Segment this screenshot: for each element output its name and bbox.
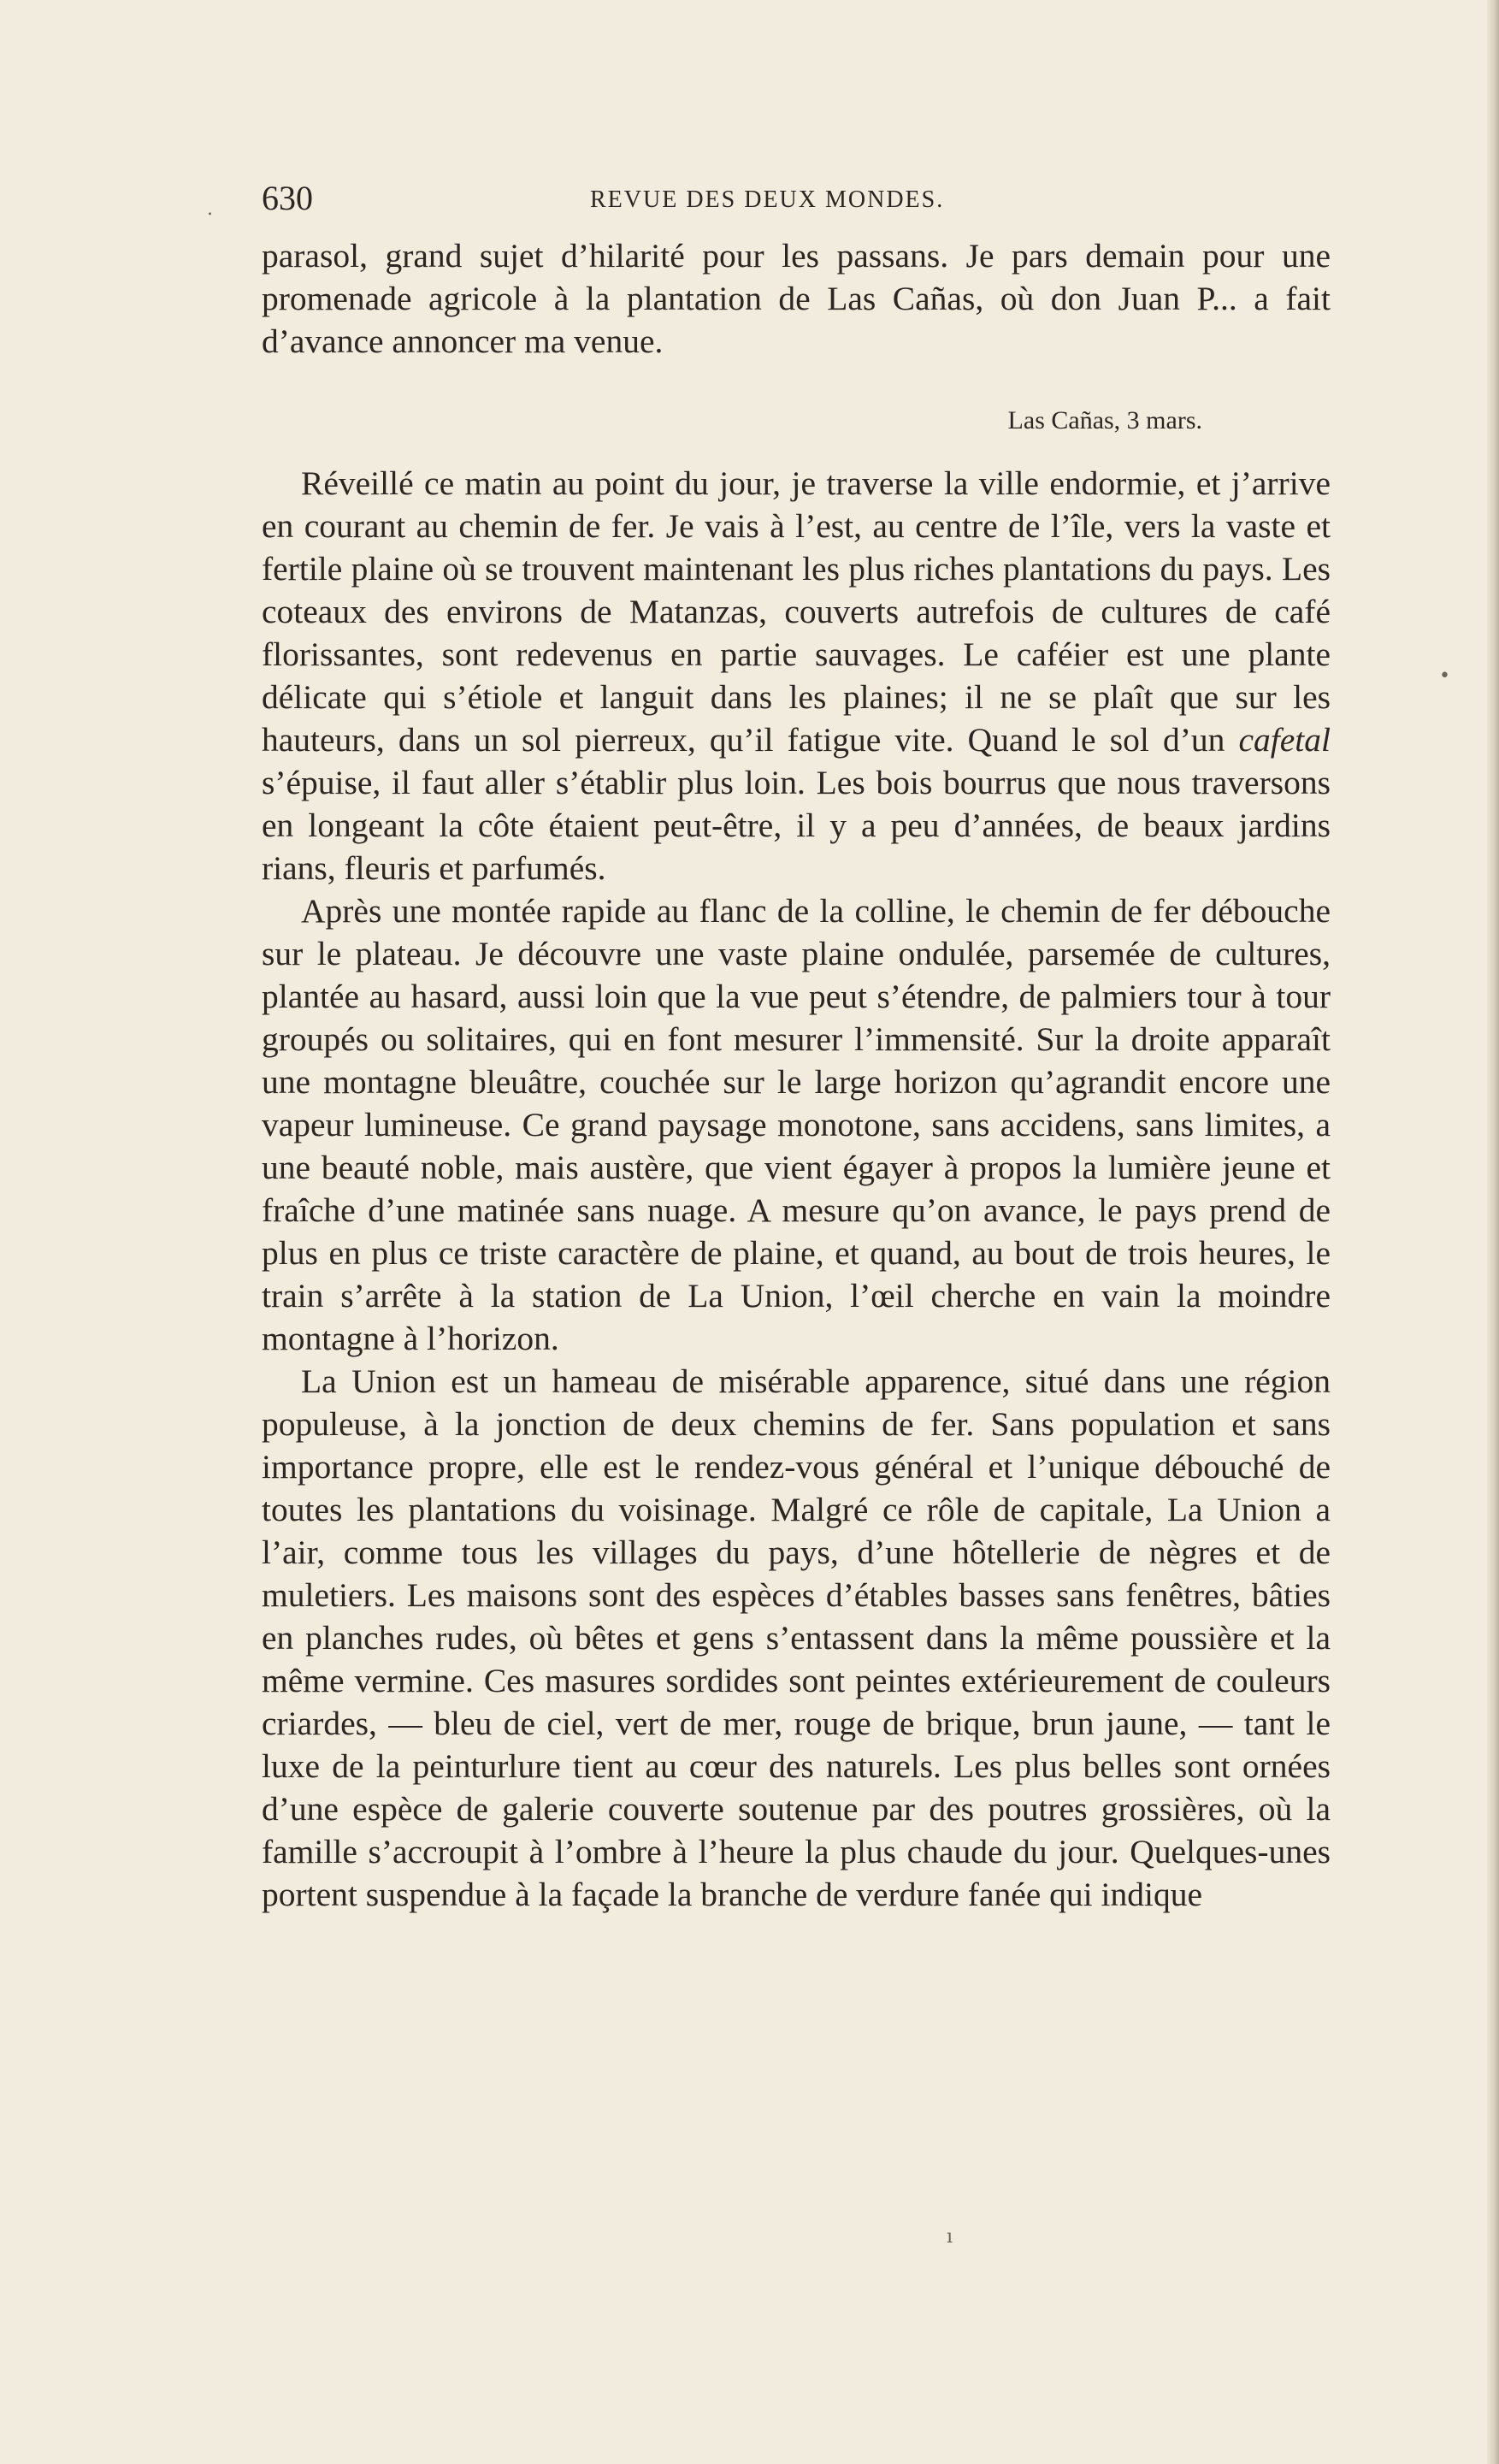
paragraph-2-italic-term: cafetal: [1238, 721, 1331, 759]
margin-speck: •: [1439, 665, 1450, 687]
page-edge: [1487, 0, 1499, 2464]
paragraph-2-text-b: s’épuise, il faut aller s’établir plus loin. Les bois bourrus que nous traversons en longeant la côte étaient peut-être, il y a peu d’années, de beaux jardins rians, fleuris et parfumés.: [262, 764, 1331, 887]
article-body: [262, 234, 1331, 1916]
running-title: REVUE DES DEUX MONDES.: [590, 186, 945, 213]
page-header: [262, 178, 1331, 219]
paragraph-2-text-a: Réveillé ce matin au point du jour, je traverse la ville endormie, et j’arrive en courant au chemin de fer. Je vais à l’est, au centre de l’île, vers la vaste et fertile plaine où se trouvent maintenant les plus riches plantations du pays. Les coteaux des environs de Matanzas, couverts autrefois de cultures de café florissantes, sont redevenus en partie sauvages. Le caféier est une plante délicate qui s’étiole et languit dans les plaines; il ne se plaît que sur les hauteurs, dans un sol pierreux, qu’il fatigue vite. Quand le sol d’un: [262, 464, 1331, 759]
paragraph-4: La Union est un hameau de misérable apparence, situé dans une région populeuse, à la jonction de deux chemins de fer. Sans population et sans importance propre, elle est le rendez-vous général et l’unique débouché de toutes les plantations du voisinage. Malgré ce rôle de capitale, La Union a l’air, comme tous les villages du pays, d’une hôtellerie de nègres et de muletiers. Les maisons sont des espèces d’étables basses sans fenêtres, bâties en planches rudes, où bêtes et gens s’entassent dans la même poussière et la même vermine. Ces masures sordides sont peintes extérieurement de couleurs criardes, — bleu de ciel, vert de mer, rouge de brique, brun jaune, — tant le luxe de la peinturlure tient au cœur des naturels. Les plus belles sont ornées d’une espèce de galerie couverte soutenue par des poutres grossières, où la famille s’accroupit à l’ombre à l’heure la plus chaude du jour. Quelques-unes portent suspendue à la façade la branche de verdure fanée qui indique: [262, 1362, 1331, 1913]
paragraph-2: [262, 462, 1331, 889]
margin-speck: ı: [947, 2226, 953, 2248]
page-number: 630: [262, 179, 313, 217]
paragraph-3: Après une montée rapide au flanc de la colline, le chemin de fer débouche sur le plateau. Je découvre une vaste plaine ondulée, parsemée de cultures, plantée au hasard, aussi loin que la vue peut s’étendre, de palmiers tour à tour groupés ou solitaires, qui en font mesurer l’immensité. Sur la droite apparaît une montagne bleuâtre, couchée sur le large horizon qu’agrandit encore une vapeur lumineuse. Ce grand paysage monotone, sans accidens, sans limites, a une beauté noble, mais austère, que vient égayer à propos la lumière jeune et fraîche d’une matinée sans nuage. A mesure qu’on avance, le pays prend de plus en plus ce triste caractère de plaine, et quand, au bout de trois heures, le train s’arrête à la station de La Union, l’œil cherche en vain la moindre montagne à l’horizon.: [262, 892, 1331, 1357]
margin-speck: .: [207, 198, 213, 220]
dateline: Las Cañas, 3 mars.: [1007, 406, 1202, 434]
paragraph-continuation: parasol, grand sujet d’hilarité pour les passans. Je pars demain pour une promenade agricole à la plantation de Las Cañas, où don Juan P... a fait d’avance annoncer ma venue.: [262, 237, 1331, 360]
